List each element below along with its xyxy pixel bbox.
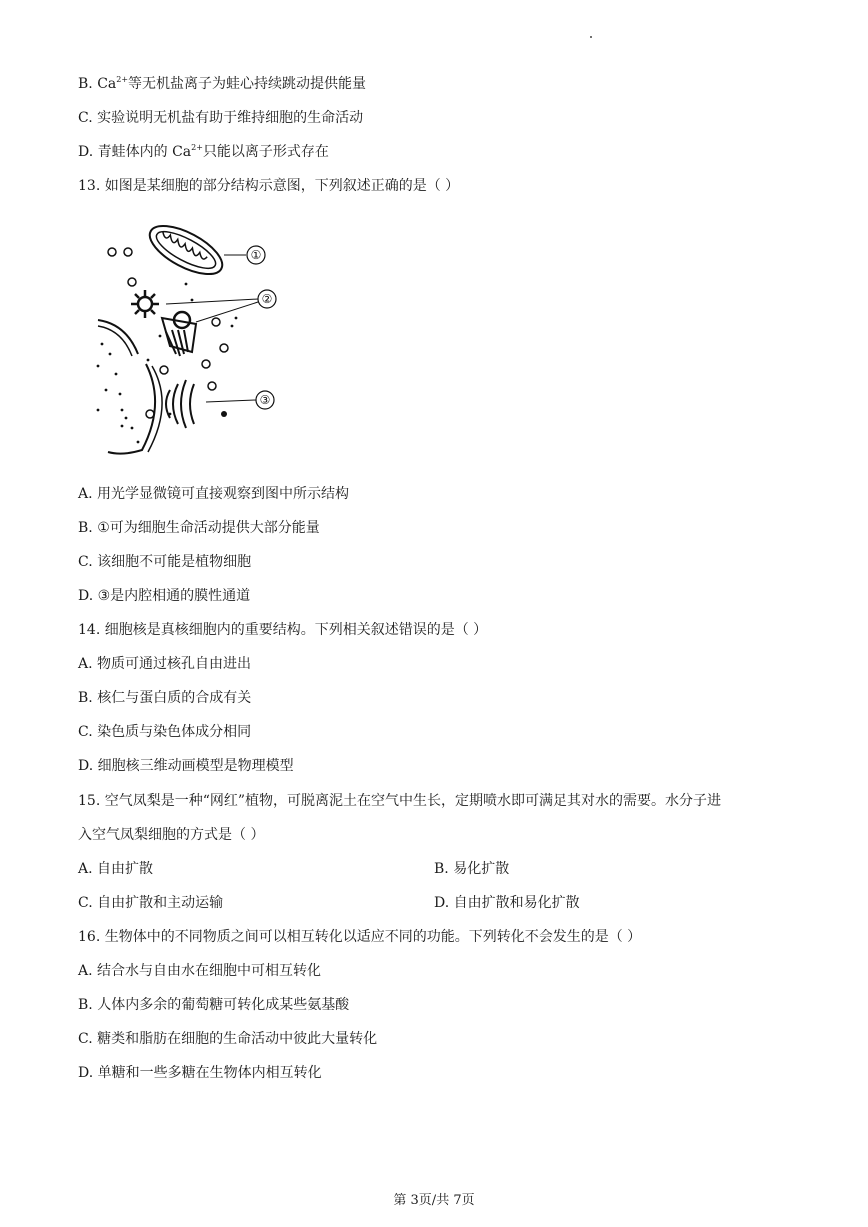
q15-option-b[interactable]: B. 易化扩散	[434, 861, 510, 877]
q14-option-a[interactable]: A. 物质可通过核孔自由进出	[78, 656, 252, 672]
q13-option-a[interactable]: A. 用光学显微镜可直接观察到图中所示结构	[78, 486, 350, 502]
q16-option-b[interactable]: B. 人体内多余的葡萄糖可转化成某些氨基酸	[78, 997, 350, 1013]
q15-stem-line1: 15. 空气凤梨是一种“网红”植物，可脱离泥土在空气中生长，定期喷水即可满足其对水的需要。水分子进	[78, 793, 722, 809]
q13-option-d[interactable]: D. ③是内腔相通的膜性通道	[78, 588, 251, 604]
q14-option-d[interactable]: D. 细胞核三维动画模型是物理模型	[78, 758, 294, 774]
diagram-label-2: ②	[261, 292, 273, 306]
q13-option-c[interactable]: C. 该细胞不可能是植物细胞	[78, 554, 252, 570]
q14-option-c[interactable]: C. 染色质与染色体成分相同	[78, 724, 252, 740]
golgi-apparatus-figure	[166, 380, 194, 428]
centriole-star-figure	[131, 290, 159, 318]
q12-option-d[interactable]: D. 青蛙体内的 $Ca^{2+}$只能以离子形式存在	[78, 143, 329, 160]
q13-option-b[interactable]: B. ①可为细胞生命活动提供大部分能量	[78, 520, 320, 536]
q12-option-b[interactable]: B. $Ca^{2+}$等无机盐离子为蛙心持续跳动提供能量	[78, 75, 367, 92]
q16-option-d[interactable]: D. 单糖和一些多糖在生物体内相互转化	[78, 1065, 322, 1081]
q15-option-d[interactable]: D. 自由扩散和易化扩散	[434, 895, 580, 911]
q14-option-b[interactable]: B. 核仁与蛋白质的合成有关	[78, 690, 252, 706]
mitochondrion-figure	[143, 216, 230, 284]
centriole-cylinder-figure	[162, 312, 196, 356]
scan-dot	[590, 36, 592, 38]
q12-option-c[interactable]: C. 实验说明无机盐有助于维持细胞的生命活动	[78, 110, 364, 126]
cell-structure-diagram	[86, 214, 286, 458]
page-footer: 第 3页/共 7页	[393, 1193, 475, 1208]
q16-option-a[interactable]: A. 结合水与自由水在细胞中可相互转化	[78, 963, 322, 979]
diagram-label-1: ①	[250, 248, 262, 262]
diagram-label-3: ③	[259, 393, 271, 407]
q13-stem: 13. 如图是某细胞的部分结构示意图，下列叙述正确的是（ ）	[78, 178, 460, 194]
q16-stem: 16. 生物体中的不同物质之间可以相互转化以适应不同的功能。下列转化不会发生的是（ ）	[78, 929, 642, 945]
q15-option-c[interactable]: C. 自由扩散和主动运输	[78, 895, 224, 911]
q15-stem-line2: 入空气凤梨细胞的方式是（ ）	[78, 827, 265, 843]
q14-stem: 14. 细胞核是真核细胞内的重要结构。下列相关叙述错误的是（ ）	[78, 622, 488, 638]
q16-option-c[interactable]: C. 糖类和脂肪在细胞的生命活动中彼此大量转化	[78, 1031, 378, 1047]
q15-option-a[interactable]: A. 自由扩散	[78, 861, 154, 877]
